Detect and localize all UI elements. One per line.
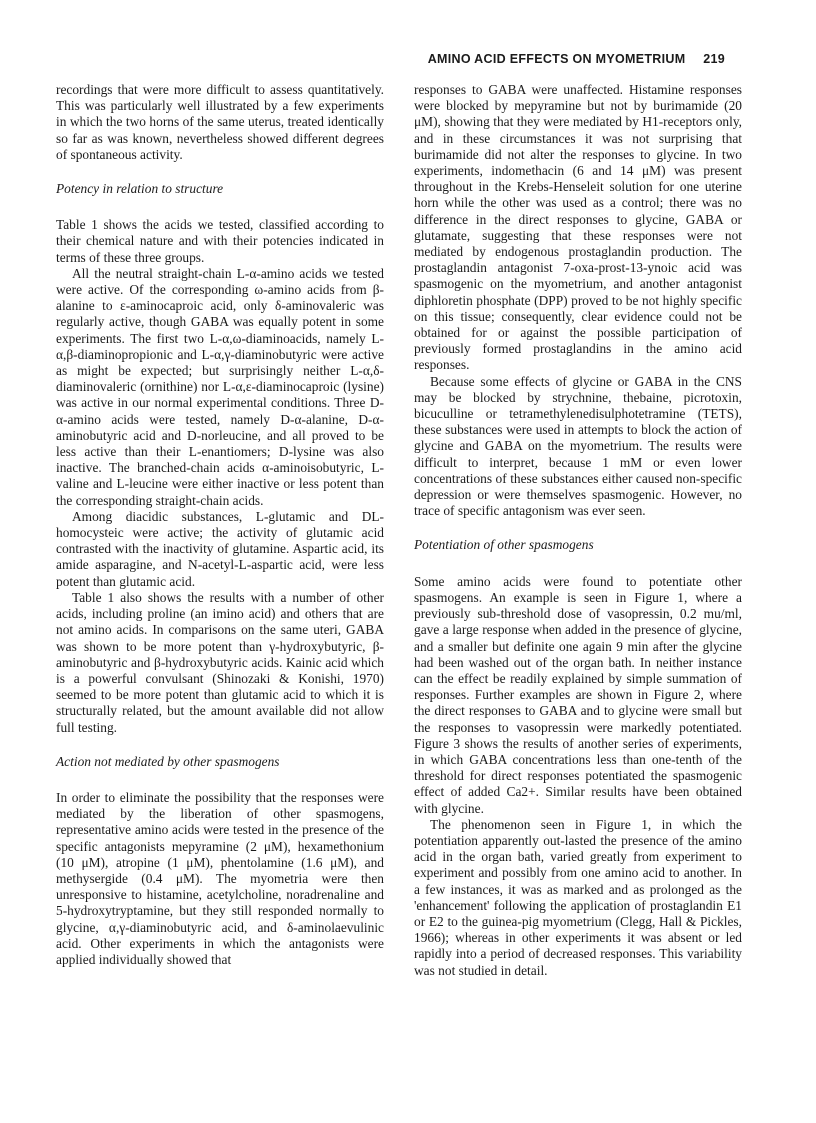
paragraph-phenomenon: The phenomenon seen in Figure 1, in which the potentiation apparently out-lasted the presence of the amino acid in the organ bath, varied greatly from experiment to experiment and possibly from one amino acid to another. In a few instances, it was as marked and as prolonged as the 'enhancement' following the application of prostaglandin E1 or E2 to the guinea-pig myometrium (Clegg, Hall & Pickles, 1966); whereas in other experiments it was absent or led rapidly into a period of decreased responses. This variability was not studied in detail. [414, 816, 742, 978]
section-heading-potency: Potency in relation to structure [56, 181, 224, 197]
page-number: 219 [703, 52, 725, 66]
section-heading-potentiation: Potentiation of other spasmogens [414, 537, 594, 553]
paragraph-other-acids: Table 1 also shows the results with a number of other acids, including proline (an imino acid) and others that are not amino acids. In comparisons on the same uteri, GABA was shown to be more potent than γ-hydroxybutyric, β-aminobutyric and β-hydroxybutyric acids. Kainic acid which is a powerful convulsant (Shinozaki & Konishi, 1970) seemed to be more potent than glutamic acid to which it is structurally related, but the amount available did not allow full testing. [56, 589, 384, 735]
right-column [414, 82, 742, 979]
paragraph-continued-recordings: recordings that were more difficult to assess quantitatively. This was particularly well illustrated by a few experiments in which the two horns of the same uterus, treated identically so far as was known, nevertheless showed different degrees of spontaneous activity. [56, 82, 384, 162]
section-heading-action: Action not mediated by other spasmogens [56, 753, 280, 769]
left-column [56, 82, 384, 968]
paragraph-cns-blockers: Because some effects of glycine or GABA in the CNS may be blocked by strychnine, thebaine, picrotoxin, bicuculline or tetramethylenedisulphotetramine (TETS), these substances were used in attempts to block the action of glycine and GABA on the myometrium. The results were difficult to interpret, because 1 mM or even lower concentrations of these substances either caused non-specific depression or were themselves spasmogenic. However, no trace of specific antagonism was ever seen. [414, 373, 742, 519]
running-head [0, 52, 725, 66]
paragraph-potentiation-examples: Some amino acids were found to potentiate other spasmogens. An example is seen in Figure 1, where a previously sub-threshold dose of vasopressin, 0.2 mu/ml, gave a large response when added in the presence of glycine, and a smaller but definite one again 9 min after the glycine had been washed out of the organ bath. In neither instance can the effect be readily explained by simple summation of responses. Further examples are shown in Figure 2, where the direct responses to GABA and to glycine were small but the responses to vasopressin were markedly potentiated. Figure 3 shows the results of another series of experiments, in which GABA concentrations less than one-tenth of the threshold for direct responses potentiated the spasmogenic effect of added Ca2+. Similar results have been obtained with glycine. [414, 573, 742, 816]
paragraph-antagonists: In order to eliminate the possibility that the responses were mediated by the liberation of other spasmogens, representative amino acids were tested in the presence of the specific antagonists mepyramine (2 μM), hexamethonium (10 μM), atropine (1 μM), phentolamine (1.6 μM), and methysergide (0.4 μM). The myometria were then unresponsive to histamine, acetylcholine, noradrenaline and 5-hydroxytryptamine, but they still responded normally to glycine, α,γ-diaminobutyric acid, and δ-aminolaevulinic acid. Other experiments in which the antagonists were applied individually showed that [56, 789, 384, 967]
paragraph-gaba-unaffected: responses to GABA were unaffected. Histamine responses were blocked by mepyramine but not by burimamide (20 μM), showing that they were mediated by H1-receptors only, and in these circumstances it was not surprising that burimamide did not alter the responses to glycine. In two experiments, indomethacin (6 and 14 μM) was present throughout in the Krebs-Henseleit solution for one uterine horn while the other was used as a control; there was no difference in the direct responses to glycine, GABA or glutamate, suggesting that these responses were not mediated by endogenous prostaglandin production. The prostaglandin antagonist 7-oxa-prost-13-ynoic acid was spasmogenic on the myometrium, and another antagonist diphloretin phosphate (DPP) proved to be not highly specific on this tissue; consequently, clear evidence could not be obtained for or against the possible participation of previously formed prostaglandins in the amino acid responses. [414, 82, 742, 373]
paragraph-table1-intro: Table 1 shows the acids we tested, classified according to their chemical nature and with their potencies indicated in terms of these three groups. [56, 217, 384, 265]
paragraph-neutral-acids: All the neutral straight-chain L-α-amino acids we tested were active. Of the corresponding ω-amino acids from β-alanine to ε-aminocaproic acid, only δ-aminovaleric was regularly active, though GABA was equally potent in some experiments. The first two L-α,ω-diaminoacids, namely L-α,β-diaminopropionic and L-α,γ-diaminobutyric were active as might be expected; but surprisingly neither L-α,δ-diaminovaleric (ornithine) nor L-α,ε-diaminocaproic (lysine) was active in our normal experimental conditions. Three D-α-amino acids were tested, namely D-α-alanine, D-α-aminobutyric acid and D-norleucine, and all proved to be less active than their L-enantiomers; D-lysine was also inactive. The branched-chain acids α-aminoisobutyric, L-valine and L-leucine were either inactive or less potent than the corresponding straight-chain acids. [56, 265, 384, 508]
paragraph-diacidic: Among diacidic substances, L-glutamic and DL-homocysteic were active; the activity of glutamic acid contrasted with the inactivity of glutamine. Aspartic acid, its amide asparagine, and N-acetyl-L-aspartic acid, were less potent than glutamic acid. [56, 508, 384, 589]
running-title: AMINO ACID EFFECTS ON MYOMETRIUM [427, 52, 686, 66]
